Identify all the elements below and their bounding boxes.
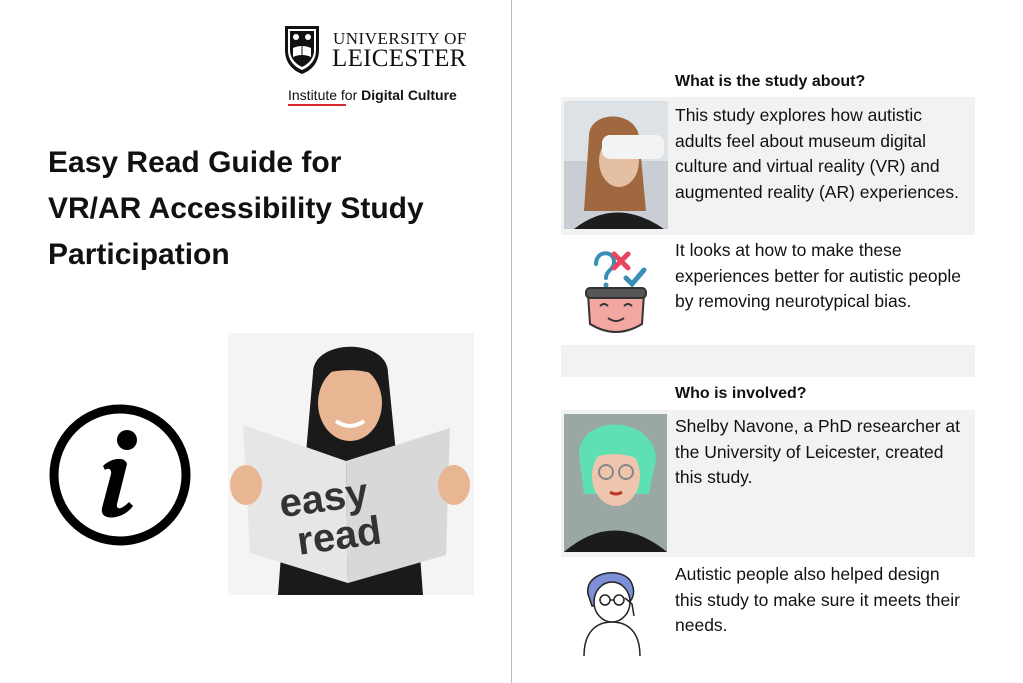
university-logo [283, 24, 483, 80]
item-text: It looks at how to make these experiences better for autistic people by removing neurotypical bias. [675, 240, 961, 311]
institute-name [288, 87, 457, 103]
list-item [561, 560, 975, 660]
list-item [561, 97, 975, 235]
researcher-photo-icon [564, 414, 667, 552]
easy-read-illustration [228, 333, 474, 595]
person-with-glasses-icon [578, 564, 656, 656]
item-text: Autistic people also helped design this study to make sure it meets their needs. [675, 564, 960, 635]
information-icon [47, 402, 193, 548]
list-item [561, 410, 975, 557]
institute-underline [288, 104, 346, 106]
logo-line-1: UNIVERSITY OF [333, 29, 467, 48]
item-text: Shelby Navone, a PhD researcher at the University of Leicester, created this study. [675, 416, 961, 487]
list-item [561, 238, 975, 342]
section-heading-about: What is the study about? [675, 73, 866, 90]
section-heading-involved: Who is involved? [675, 385, 807, 402]
section-separator [561, 345, 975, 377]
item-text: This study explores how autistic adults feel about museum digital culture and virtual reality (VR) and augmented reality (AR) experiences. [675, 105, 960, 202]
title-line-1: Easy Read Guide for [48, 146, 342, 179]
thinking-head-icon [576, 244, 656, 336]
vr-headset-photo-icon [564, 101, 668, 229]
sign-word-read: read [294, 508, 385, 564]
title-line-2: VR/AR Accessibility Study [48, 192, 424, 225]
logo-line-2: LEICESTER [332, 45, 467, 72]
crest-icon [283, 24, 321, 76]
page-divider [511, 0, 512, 683]
institute-prefix: Institute for [288, 87, 362, 103]
institute-bold: Digital Culture [361, 87, 457, 103]
title-line-3: Participation [48, 238, 230, 271]
page-title [48, 140, 488, 278]
sign-word-easy: easy [276, 470, 371, 527]
